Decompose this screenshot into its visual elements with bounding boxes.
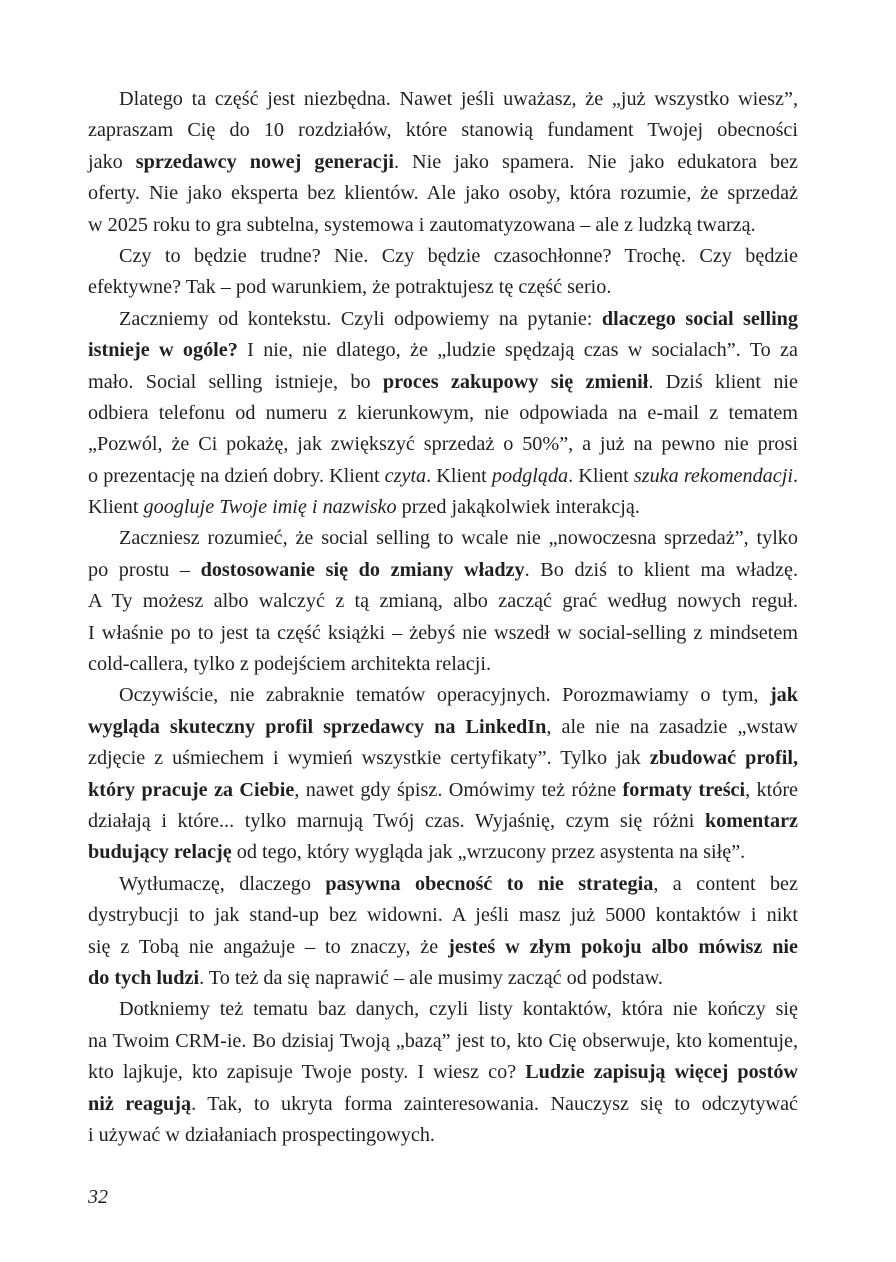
bold-emphasis: jesteś w złym pokoju albo mówisz nie xyxy=(448,935,798,958)
text-line xyxy=(88,837,798,868)
italic-emphasis: googluje Twoje imię i nazwisko xyxy=(143,496,397,519)
bold-emphasis: istnieje w ogóle? xyxy=(88,339,238,362)
text-line xyxy=(88,649,798,680)
text-line xyxy=(88,712,798,743)
text-run: od tego, który wygląda jak „wrzucony przez asystenta na siłę”. xyxy=(231,841,746,864)
italic-emphasis: podgląda xyxy=(491,464,569,487)
text-run: . To też da się naprawić – ale musimy zacząć od podstaw. xyxy=(199,966,663,989)
bold-emphasis: komentarz xyxy=(704,809,798,832)
text-line xyxy=(88,429,798,460)
text-line xyxy=(88,555,798,586)
bold-emphasis: pasywna obecność to nie strategia xyxy=(325,872,654,895)
bold-emphasis: jak xyxy=(769,684,798,707)
paragraph xyxy=(88,994,798,1151)
book-page-body xyxy=(88,84,798,1151)
text-run: działają i które... tylko marnują Twój czas. Wyjaśnię, czym się różni xyxy=(88,809,705,832)
text-run: . Nie jako spamera. Nie jako edukatora bez xyxy=(393,150,798,173)
page-number: 32 xyxy=(88,1186,108,1208)
text-run: I właśnie po to jest ta część książki – żebyś nie wszedł w social-selling z mindsetem xyxy=(88,621,798,644)
italic-emphasis: szuka rekomendacji xyxy=(633,464,793,487)
text-line xyxy=(88,210,798,241)
bold-emphasis: zbudować profil, xyxy=(649,747,798,770)
paragraph xyxy=(88,869,798,995)
text-line xyxy=(88,743,798,774)
text-line xyxy=(88,932,798,963)
text-run: I nie, nie dlatego, że „ludzie spędzają czas w socialach”. To za xyxy=(237,339,798,362)
bold-emphasis: wygląda skuteczny profil sprzedawcy na LinkedIn xyxy=(88,715,547,738)
text-run: , a content bez xyxy=(653,872,798,895)
text-run: efektywne? Tak – pod warunkiem, że potraktujesz tę część serio. xyxy=(88,276,612,299)
text-line xyxy=(88,367,798,398)
text-run: cold-callera, tylko z podejściem architekta relacji. xyxy=(88,653,491,676)
text-run: o prezentację na dzień dobry. Klient xyxy=(88,464,385,487)
text-run: po prostu – xyxy=(88,558,201,581)
paragraph xyxy=(88,84,798,241)
bold-emphasis: niż reagują xyxy=(88,1092,192,1115)
text-run: jako xyxy=(88,150,136,173)
text-run: . Bo dziś to klient ma władzę. xyxy=(524,558,798,581)
text-line xyxy=(88,586,798,617)
bold-emphasis: formaty treści xyxy=(622,778,746,801)
text-line xyxy=(88,398,798,429)
text-run: Zaczniesz rozumieć, że social selling to wcale nie „nowoczesna sprzedaż”, tylko xyxy=(119,527,798,550)
bold-emphasis: budujący relację xyxy=(88,841,232,864)
text-run: Zaczniemy od kontekstu. Czyli odpowiemy na pytanie: xyxy=(119,307,602,330)
text-line xyxy=(88,335,798,366)
bold-emphasis: dostosowanie się do zmiany władzy xyxy=(200,558,525,581)
text-run: , nawet gdy śpisz. Omówimy też różne xyxy=(294,778,623,801)
text-run: Czy to będzie trudne? Nie. Czy będzie czasochłonne? Trochę. Czy będzie xyxy=(119,244,798,267)
text-run: i używać w działaniach prospectingowych. xyxy=(88,1123,435,1146)
text-line xyxy=(88,178,798,209)
text-line xyxy=(88,775,798,806)
text-run: . Tak, to ukryta forma zainteresowania. Nauczysz się to odczytywać xyxy=(191,1092,798,1115)
text-run: Klient xyxy=(88,496,144,519)
text-run: zdjęcie z uśmiechem i wymień wszystkie certyfikaty”. Tylko jak xyxy=(88,747,650,770)
text-line xyxy=(88,304,798,335)
text-run: . Dziś klient nie xyxy=(648,370,798,393)
text-run: Dlatego ta część jest niezbędna. Nawet jeśli uważasz, że „już wszystko wiesz”, xyxy=(119,88,798,110)
text-line xyxy=(88,461,798,492)
text-line xyxy=(88,241,798,272)
text-line xyxy=(88,869,798,900)
text-line xyxy=(88,1120,798,1151)
bold-emphasis: Ludzie zapisują więcej postów xyxy=(525,1061,798,1084)
text-run: się z Tobą nie angażuje – to znaczy, że xyxy=(88,935,449,958)
text-run: , ale nie na zasadzie „wstaw xyxy=(546,715,798,738)
paragraph xyxy=(88,680,798,868)
text-line xyxy=(88,1057,798,1088)
bold-emphasis: sprzedawcy nowej generacji xyxy=(135,150,394,173)
text-run: mało. Social selling istnieje, bo xyxy=(88,370,383,393)
bold-emphasis: proces zakupowy się zmienił xyxy=(382,370,649,393)
text-line xyxy=(88,272,798,303)
text-run: kto lajkuje, kto zapisuje Twoje posty. I wiesz co? xyxy=(88,1061,526,1084)
bold-emphasis: do tych ludzi xyxy=(88,966,200,989)
text-run: A Ty możesz albo walczyć z tą zmianą, albo zacząć grać według nowych reguł. xyxy=(88,590,798,613)
text-line xyxy=(88,963,798,994)
bold-emphasis: dlaczego social selling xyxy=(601,307,799,330)
text-run: dystrybucji to jak stand-up bez widowni. A jeśli masz już 5000 kontaktów i nikt xyxy=(88,904,798,927)
text-run: Dotkniemy też tematu baz danych, czyli listy kontaktów, która nie kończy się xyxy=(119,998,798,1021)
text-line xyxy=(88,806,798,837)
text-run: . Klient xyxy=(426,464,492,487)
text-run: . Klient xyxy=(568,464,634,487)
text-run: Oczywiście, nie zabraknie tematów operacyjnych. Porozmawiamy o tym, xyxy=(119,684,770,707)
text-line xyxy=(88,1089,798,1120)
text-line xyxy=(88,618,798,649)
paragraph xyxy=(88,241,798,304)
text-run: odbiera telefonu od numeru z kierunkowym, nie odpowiada na e-mail z tematem xyxy=(88,401,798,424)
text-line xyxy=(88,84,798,115)
italic-emphasis: czyta xyxy=(384,464,427,487)
text-run: przed jakąkolwiek interakcją. xyxy=(396,496,640,519)
text-line xyxy=(88,994,798,1025)
text-line xyxy=(88,147,798,178)
paragraph xyxy=(88,304,798,524)
text-run: w 2025 roku to gra subtelna, systemowa i zautomatyzowana – ale z ludzką twarzą. xyxy=(88,213,756,236)
text-run: . xyxy=(792,464,798,487)
text-run: oferty. Nie jako eksperta bez klientów. Ale jako osoby, która rozumie, że sprzedaż xyxy=(88,182,798,205)
text-line xyxy=(88,492,798,523)
text-run: „Pozwól, że Ci pokażę, jak zwiększyć sprzedaż o 50%”, a już na pewno nie prosi xyxy=(88,433,798,456)
text-run: na Twoim CRM-ie. Bo dzisiaj Twoją „bazą” jest to, kto Cię obserwuje, kto komentuje, xyxy=(88,1029,798,1052)
text-line xyxy=(88,523,798,554)
text-run: zapraszam Cię do 10 rozdziałów, które stanowią fundament Twojej obecności xyxy=(88,119,798,142)
bold-emphasis: który pracuje za Ciebie xyxy=(88,778,295,801)
text-run: , które xyxy=(745,778,799,801)
text-line xyxy=(88,115,798,146)
text-line xyxy=(88,900,798,931)
text-run: Wytłumaczę, dlaczego xyxy=(119,872,326,895)
text-line xyxy=(88,1026,798,1057)
text-line xyxy=(88,680,798,711)
paragraph xyxy=(88,523,798,680)
